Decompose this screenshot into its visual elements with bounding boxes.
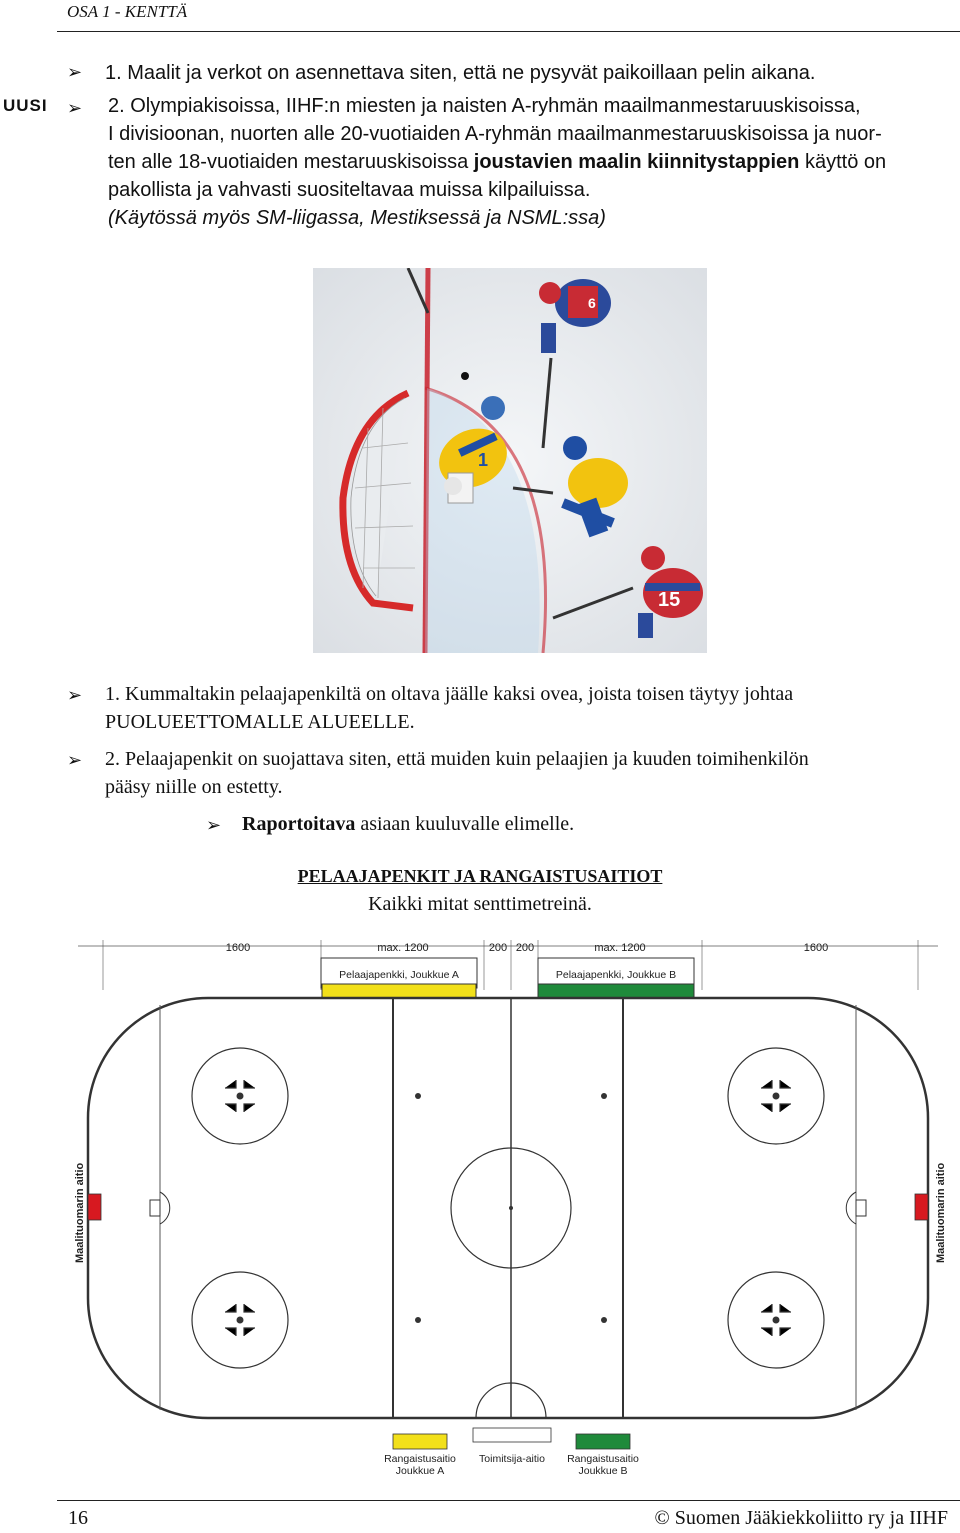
report-emphasis: Raportoitava xyxy=(242,813,356,835)
rule-text: ten alle 18-vuotiaiden mestaruuskisoissa xyxy=(108,151,474,173)
penalty-box-label: Rangaistusaitio xyxy=(384,1453,456,1465)
rule-goals-text: 1. Maalit ja verkot on asennettava siten, että ne pysyvät paikoillaan pelin aikana. xyxy=(105,62,816,84)
penalty-box-team-b xyxy=(567,1434,639,1477)
rule-line xyxy=(108,148,948,176)
report-text: asiaan kuuluvalle elimelle. xyxy=(355,813,575,835)
rule-line: pakollista ja vahvasti suositeltavaa muissa kilpailuissa. xyxy=(108,179,591,201)
arrow-bullet-icon: ➢ xyxy=(67,98,83,118)
dimension-label: max. 1200 xyxy=(377,942,429,954)
jersey-number: 1 xyxy=(478,450,489,470)
page-number: 16 xyxy=(68,1507,88,1529)
bench-label: Pelaajapenkki, Joukkue B xyxy=(555,969,677,981)
jersey-number: 15 xyxy=(658,589,681,611)
rule-line: 1. Kummaltakin pelaajapenkiltä on oltava jäälle kaksi ovea, joista toisen täytyy johtaa xyxy=(105,683,794,705)
footer-divider xyxy=(57,1500,960,1501)
rule-flexible-pegs xyxy=(108,92,948,232)
section-title: PELAAJAPENKIT JA RANGAISTUSAITIOT xyxy=(297,866,663,886)
dimension-label: 1600 xyxy=(803,942,829,954)
arrow-bullet-icon: ➢ xyxy=(67,62,83,82)
dimension-label: 200 xyxy=(515,942,535,954)
hockey-goal-photo xyxy=(313,268,707,653)
dimension-label: 1600 xyxy=(225,942,251,954)
bench-label: Pelaajapenkki, Joukkue A xyxy=(339,969,459,981)
rule-emphasis: joustavien maalin kiinnitystappien xyxy=(473,151,800,173)
arrow-bullet-icon: ➢ xyxy=(67,685,83,705)
rule-line: 2. Olympiakisoissa, IIHF:n miesten ja naisten A-ryhmän maailmanmestaruuskisoissa, xyxy=(108,95,861,117)
goal-judge-label: Maalituomarin aitio xyxy=(935,1162,947,1263)
report-note xyxy=(242,810,574,838)
rink-boards xyxy=(88,998,928,1418)
dimension-label: max. 1200 xyxy=(594,942,646,954)
rule-note: (Käytössä myös SM-liigassa, Mestiksessä ja NSML:ssa) xyxy=(108,207,606,229)
rule-benches-1 xyxy=(105,680,945,736)
header-divider xyxy=(57,31,960,32)
penalty-box-label: Rangaistusaitio xyxy=(567,1453,639,1465)
rule-line: 2. Pelaajapenkit on suojattava siten, että muiden kuin pelaajien ja kuuden toimihenkilön xyxy=(105,748,809,770)
scorekeeper-label: Toimitsija-aitio xyxy=(479,1453,545,1465)
bench-team-b xyxy=(538,958,694,998)
scorekeeper-box xyxy=(473,1428,551,1465)
rule-line: PUOLUEETTOMALLE ALUEELLE. xyxy=(105,711,415,733)
dimension-label: 200 xyxy=(488,942,508,954)
copyright: © Suomen Jääkiekkoliitto ry ja IIHF xyxy=(654,1507,948,1529)
section-subtitle: Kaikki mitat senttimetreinä. xyxy=(368,893,592,915)
bench-team-a xyxy=(321,958,477,998)
jersey-number: 6 xyxy=(588,295,596,311)
arrow-bullet-icon: ➢ xyxy=(206,815,222,835)
rule-line: I divisioonan, nuorten alle 20-vuotiaiden A-ryhmän maailmanmestaruuskisoissa ja nuor- xyxy=(108,123,882,145)
goal-judge-label: Maalituomarin aitio xyxy=(74,1162,86,1263)
arrow-bullet-icon: ➢ xyxy=(67,750,83,770)
penalty-box-team-a xyxy=(384,1434,456,1477)
section-header: OSA 1 - KENTTÄ xyxy=(67,2,188,21)
rule-benches-2 xyxy=(105,745,945,801)
rule-text: käyttö on xyxy=(799,151,887,173)
rule-line: pääsy niille on estetty. xyxy=(105,776,283,798)
new-rule-label: UUSI xyxy=(3,96,48,115)
rink-diagram xyxy=(68,930,948,1482)
penalty-box-team: Joukkue A xyxy=(395,1465,445,1477)
penalty-box-team: Joukkue B xyxy=(578,1465,628,1477)
